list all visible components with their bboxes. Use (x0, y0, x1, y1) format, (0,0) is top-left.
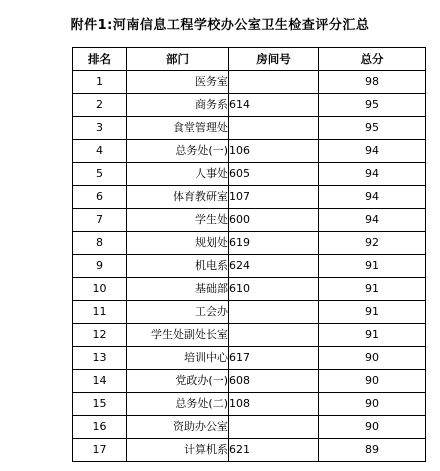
document-title: 附件1:河南信息工程学校办公室卫生检查评分汇总 (70, 18, 370, 33)
score-cell: 95 (319, 94, 426, 117)
table-row (73, 393, 426, 416)
room-cell: 106 (229, 140, 319, 163)
score-cell: 95 (319, 117, 426, 140)
table-row (73, 186, 426, 209)
dept-cell: 培训中心 (127, 347, 229, 370)
room-cell: 614 (229, 94, 319, 117)
room-cell (229, 301, 319, 324)
score-cell: 90 (319, 393, 426, 416)
score-cell: 91 (319, 324, 426, 347)
dept-cell: 党政办(一) (127, 370, 229, 393)
room-cell: 608 (229, 370, 319, 393)
score-cell: 90 (319, 416, 426, 439)
table-row (73, 324, 426, 347)
table-row (73, 301, 426, 324)
table-row (73, 209, 426, 232)
dept-cell: 规划处 (127, 232, 229, 255)
rank-cell: 4 (73, 140, 127, 163)
table-row (73, 117, 426, 140)
room-cell: 108 (229, 393, 319, 416)
dept-cell: 基础部 (127, 278, 229, 301)
rank-cell: 17 (73, 439, 127, 462)
rank-cell: 6 (73, 186, 127, 209)
rank-cell: 1 (73, 71, 127, 94)
rank-cell: 8 (73, 232, 127, 255)
score-cell: 94 (319, 140, 426, 163)
dept-cell: 体育教研室 (127, 186, 229, 209)
room-cell: 621 (229, 439, 319, 462)
score-cell: 91 (319, 255, 426, 278)
header-score: 总分 (319, 48, 426, 71)
dept-cell: 资助办公室 (127, 416, 229, 439)
room-cell (229, 71, 319, 94)
rank-cell: 10 (73, 278, 127, 301)
score-cell: 94 (319, 163, 426, 186)
dept-cell: 机电系 (127, 255, 229, 278)
header-rank: 排名 (73, 48, 127, 71)
rank-cell: 5 (73, 163, 127, 186)
score-cell: 98 (319, 71, 426, 94)
room-cell: 619 (229, 232, 319, 255)
rank-cell: 3 (73, 117, 127, 140)
score-table (72, 47, 426, 462)
rank-cell: 7 (73, 209, 127, 232)
table-row (73, 94, 426, 117)
dept-cell: 医务室 (127, 71, 229, 94)
rank-cell: 11 (73, 301, 127, 324)
score-cell: 91 (319, 301, 426, 324)
room-cell: 610 (229, 278, 319, 301)
room-cell: 605 (229, 163, 319, 186)
room-cell: 600 (229, 209, 319, 232)
room-cell (229, 324, 319, 347)
room-cell (229, 117, 319, 140)
table-row (73, 140, 426, 163)
rank-cell: 13 (73, 347, 127, 370)
score-cell: 94 (319, 209, 426, 232)
rank-cell: 2 (73, 94, 127, 117)
dept-cell: 食堂管理处 (127, 117, 229, 140)
score-cell: 90 (319, 370, 426, 393)
dept-cell: 商务系 (127, 94, 229, 117)
dept-cell: 人事处 (127, 163, 229, 186)
score-cell: 92 (319, 232, 426, 255)
rank-cell: 9 (73, 255, 127, 278)
dept-cell: 总务处(二) (127, 393, 229, 416)
score-cell: 91 (319, 278, 426, 301)
score-cell: 89 (319, 439, 426, 462)
header-dept: 部门 (127, 48, 229, 71)
rank-cell: 15 (73, 393, 127, 416)
header-row (73, 48, 426, 71)
dept-cell: 总务处(一) (127, 140, 229, 163)
table-row (73, 439, 426, 462)
room-cell: 624 (229, 255, 319, 278)
rank-cell: 12 (73, 324, 127, 347)
room-cell: 617 (229, 347, 319, 370)
table-row (73, 232, 426, 255)
table-row (73, 255, 426, 278)
rank-cell: 16 (73, 416, 127, 439)
room-cell (229, 416, 319, 439)
table-row (73, 278, 426, 301)
table-row (73, 163, 426, 186)
table-row (73, 347, 426, 370)
dept-cell: 计算机系 (127, 439, 229, 462)
dept-cell: 工会办 (127, 301, 229, 324)
rank-cell: 14 (73, 370, 127, 393)
dept-cell: 学生处副处长室 (127, 324, 229, 347)
score-cell: 94 (319, 186, 426, 209)
room-cell: 107 (229, 186, 319, 209)
header-room: 房间号 (229, 48, 319, 71)
dept-cell: 学生处 (127, 209, 229, 232)
score-cell: 90 (319, 347, 426, 370)
table-row (73, 71, 426, 94)
table-row (73, 416, 426, 439)
table-row (73, 370, 426, 393)
